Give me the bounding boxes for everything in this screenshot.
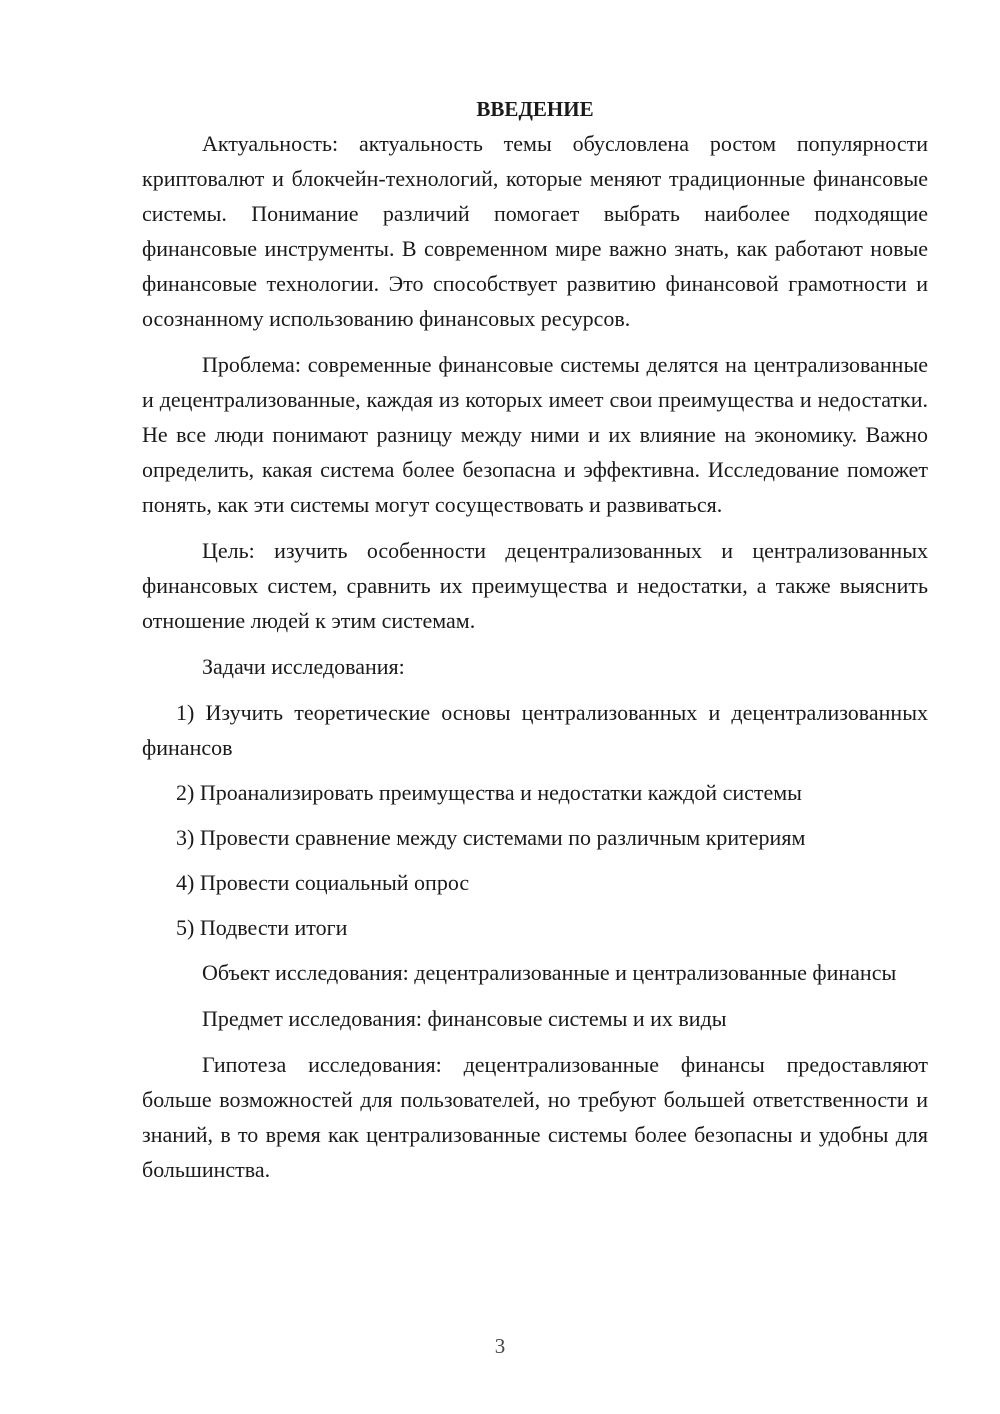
list-item: 5) Подвести итоги — [176, 915, 348, 940]
actuality-paragraph: Актуальность: актуальность темы обусловлена ростом популярности криптовалют и блокчейн-технологий, которые меняют традиционные финансовые системы. Понимание различий помогает выбрать наиболее подходящие финансовые инструменты. В современном мире важно знать, как работают новые финансовые технологии. Это способствует развитию финансовой грамотности и осознанному использованию финансовых ресурсов. — [142, 131, 928, 331]
page-title: ВВЕДЕНИЕ — [476, 97, 594, 121]
list-item: 1) Изучить теоретические основы централизованных и децентрализованных финансов — [142, 700, 928, 760]
tasks-list — [142, 695, 928, 945]
list-item: 3) Провести сравнение между системами по различным критериям — [176, 825, 806, 850]
page-number: 3 — [494, 1334, 506, 1358]
goal-paragraph: Цель: изучить особенности децентрализованных и централизованных финансовых систем, сравнить их преимущества и недостатки, а также выяснить отношение людей к этим системам. — [142, 538, 928, 633]
subject-paragraph: Предмет исследования: финансовые системы и их виды — [202, 1006, 727, 1031]
hypothesis-paragraph: Гипотеза исследования: децентрализованные финансы предоставляют больше возможностей для пользователей, но требуют большей ответственности и знаний, в то время как централизованные системы более безопасны и удобны для большинства. — [142, 1052, 928, 1182]
list-item: 2) Проанализировать преимущества и недостатки каждой системы — [176, 780, 802, 805]
document-page — [142, 92, 928, 1198]
problem-paragraph: Проблема: современные финансовые системы делятся на централизованные и децентрализованные, каждая из которых имеет свои преимущества и недостатки. Не все люди понимают разницу между ними и их влияние на экономику. Важно определить, какая система более безопасна и эффективна. Исследование поможет понять, как эти системы могут сосуществовать и развиваться. — [142, 352, 928, 517]
object-paragraph: Объект исследования: децентрализованные и централизованные финансы — [202, 960, 897, 985]
list-item: 4) Провести социальный опрос — [176, 870, 470, 895]
tasks-heading: Задачи исследования: — [202, 654, 405, 679]
